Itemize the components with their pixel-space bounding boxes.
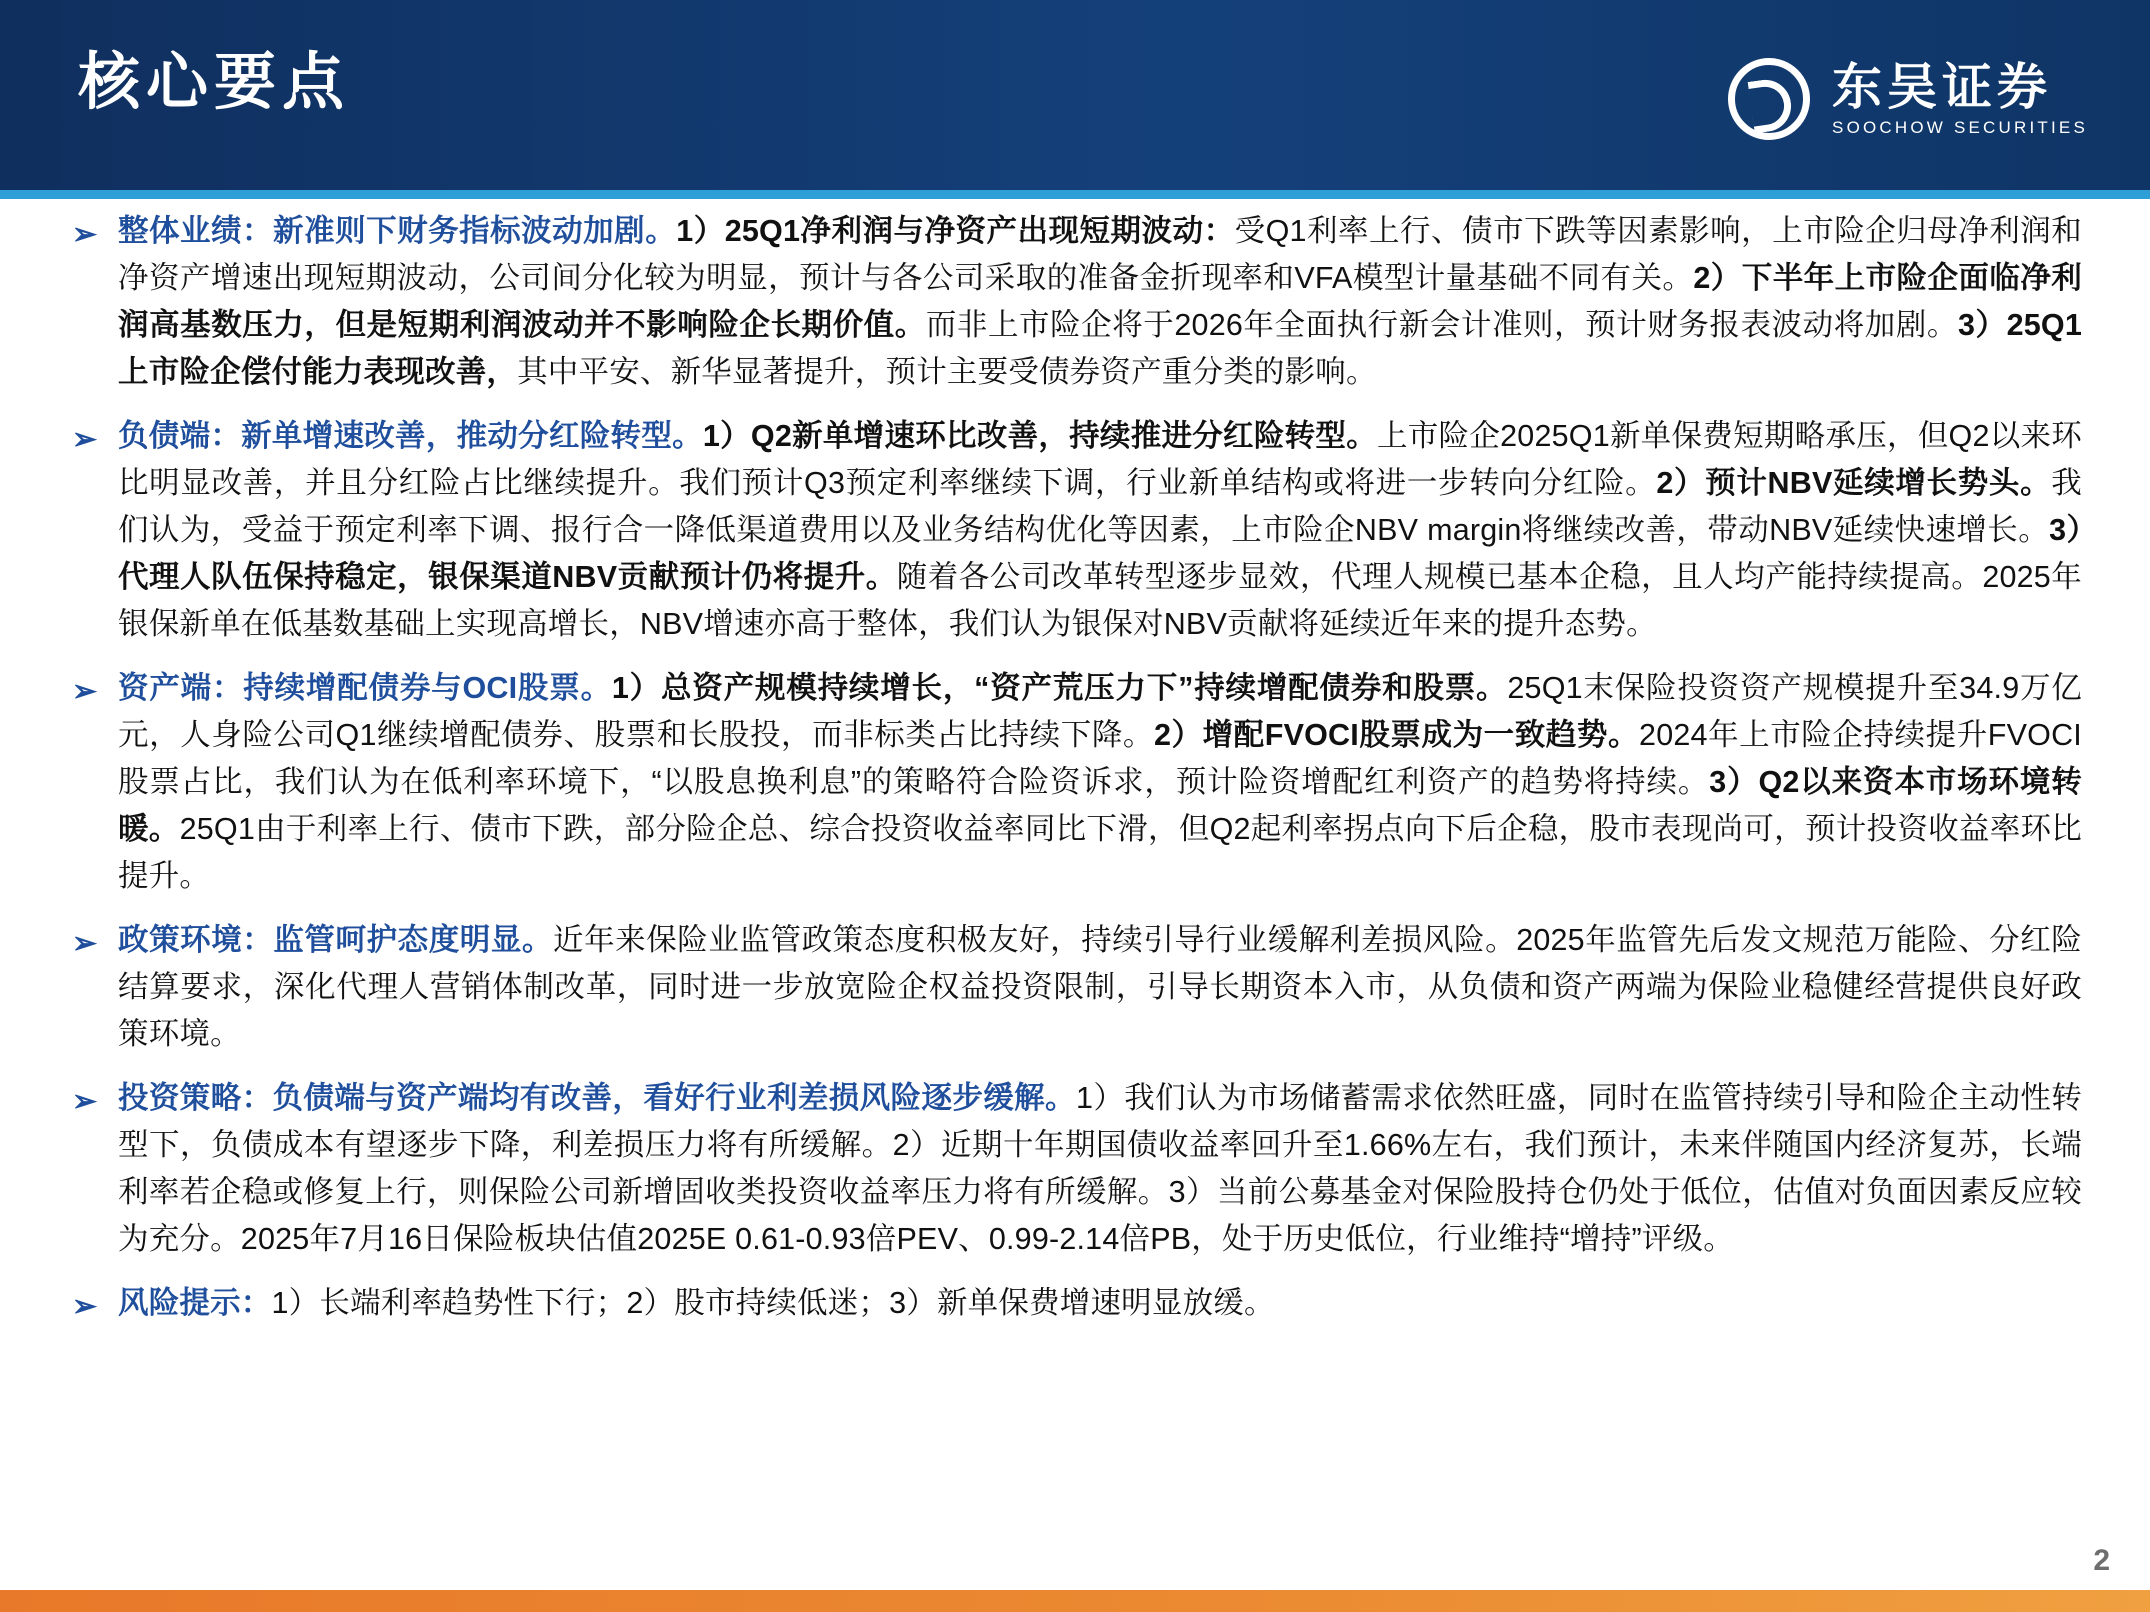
bullet-text xyxy=(118,665,2082,900)
bullet-text-segment: 投资策略：负债端与资产端均有改善，看好行业利差损风险逐步缓解。 xyxy=(118,1081,1076,1115)
bullet-text-segment: 3）代理人队伍保持稳定，银保渠道NBV贡献预计仍将提升。 xyxy=(118,513,2082,594)
bullet-text xyxy=(118,208,2082,396)
page-title: 核心要点 xyxy=(78,48,351,117)
bullet-text-segment: 1）总资产规模持续增长，“资产荒压力下”持续增配债券和股票。 xyxy=(611,671,1508,705)
bullet-text xyxy=(118,413,2082,648)
bullet-item xyxy=(0,1075,2150,1263)
bullet-item xyxy=(0,917,2150,1058)
bullet-item xyxy=(0,208,2150,396)
bullet-text xyxy=(118,1075,2082,1263)
footer-bar-gradient xyxy=(0,1590,2150,1612)
logo-name-en: SOOCHOW SECURITIES xyxy=(1832,118,2088,138)
bullet-item xyxy=(0,413,2150,648)
bullet-item xyxy=(0,1280,2150,1331)
bullet-text-segment: 1）25Q1净利润与净资产出现短期波动： xyxy=(676,214,1235,248)
bullet-text-segment: 随着各公司改革转型逐步显效，代理人规模已基本企稳，且人均产能持续提高。2025年银保新单在低基数基础上实现高增长，NBV增速亦高于整体，我们认为银保对NBV贡献将延续近年来的提升态势。 xyxy=(118,560,2082,641)
bullet-text-segment: 资产端：持续增配债券与OCI股票。 xyxy=(118,671,612,705)
bullet-text-segment: 政策环境：监管呵护态度明显。 xyxy=(118,923,553,957)
bullet-text xyxy=(118,917,2082,1058)
bullet-text-segment: 而非上市险企将于2026年全面执行新会计准则，预计财务报表波动将加剧。 xyxy=(925,308,1958,342)
logo-name-cn: 东吴证券 xyxy=(1832,58,2053,115)
bullet-arrow-icon: ➢ xyxy=(72,423,98,456)
company-logo xyxy=(1728,58,2088,140)
bullet-text-segment: 1）我们认为市场储蓄需求依然旺盛，同时在监管持续引导和险企主动性转型下，负债成本有望逐步下降，利差损压力将有所缓解。2）近期十年期国债收益率回升至1.66%左右，我们预计，未来伴随国内经济复苏，长端利率若企稳或修复上行，则保险公司新增固收类投资收益率压力将有所缓解。3）当前公募基金对保险股持仓仍处于低位，估值对负面因素反应较为充分。2025年7月16日保险板块估值2025E 0.61-0.93倍PEV、0.99-2.14倍PB，处于历史低位，行业维持“增持”评级。 xyxy=(118,1081,2082,1256)
bullet-text-segment: 受Q1利率上行、债市下跌等因素影响，上市险企归母净利润和净资产增速出现短期波动，公司间分化较为明显，预计与各公司采取的准备金折现率和VFA模型计量基础不同有关。 xyxy=(118,214,2082,295)
page-number: 2 xyxy=(2093,1544,2110,1577)
slide-header xyxy=(0,0,2150,190)
bullet-arrow-icon: ➢ xyxy=(72,1085,98,1118)
bullet-item xyxy=(0,665,2150,900)
bullet-text-segment: 1）Q2新单增速环比改善，持续推进分红险转型。 xyxy=(702,419,1377,453)
bullet-text-segment: 3）25Q1上市险企偿付能力表现改善， xyxy=(118,308,2082,389)
bullet-arrow-icon: ➢ xyxy=(72,927,98,960)
bullet-text-segment: 2）下半年上市险企面临净利润高基数压力，但是短期利润波动并不影响险企长期价值。 xyxy=(118,261,2083,342)
footer-bar xyxy=(0,1590,2150,1612)
bullet-text-segment: 1）长端利率趋势性下行；2）股市持续低迷；3）新单保费增速明显放缓。 xyxy=(271,1286,1275,1320)
bullet-text-segment: 负债端：新单增速改善，推动分红险转型。 xyxy=(118,419,703,453)
logo-text xyxy=(1832,58,2088,138)
bullet-text-segment: 上市险企2025Q1新单保费短期略承压，但Q2以来环比明显改善，并且分红险占比继续提升。我们预计Q3预定利率继续下调，行业新单结构或将进一步转向分红险。 xyxy=(118,419,2082,500)
bullet-text-segment: 2）预计NBV延续增长势头。 xyxy=(1656,466,2052,500)
bullet-arrow-icon: ➢ xyxy=(72,675,98,708)
bullet-text-segment: 2）增配FVOCI股票成为一致趋势。 xyxy=(1153,718,1640,752)
bullet-text-segment: 3）Q2以来资本市场环境转暖。 xyxy=(118,765,2082,846)
bullet-text-segment: 近年来保险业监管政策态度积极友好，持续引导行业缓解利差损风险。2025年监管先后发文规范万能险、分红险结算要求，深化代理人营销体制改革，同时进一步放宽险企权益投资限制，引导长期资本入市，从负债和资产两端为保险业稳健经营提供良好政策环境。 xyxy=(118,923,2082,1051)
header-accent-rule xyxy=(0,190,2150,199)
bullet-text-segment: 25Q1末保险投资资产规模提升至34.9万亿元，人身险公司Q1继续增配债券、股票和长股投，而非标类占比持续下降。 xyxy=(118,671,2083,752)
bullet-text-segment: 我们认为，受益于预定利率下调、报行合一降低渠道费用以及业务结构优化等因素，上市险企NBV margin将继续改善，带动NBV延续快速增长。 xyxy=(118,466,2082,547)
bullet-arrow-icon: ➢ xyxy=(72,218,98,251)
bullet-arrow-icon: ➢ xyxy=(72,1290,98,1323)
soochow-circle-logo-icon xyxy=(1728,58,1810,140)
bullet-text-segment: 25Q1由于利率上行、债市下跌，部分险企总、综合投资收益率同比下滑，但Q2起利率拐点向下后企稳，股市表现尚可，预计投资收益率环比提升。 xyxy=(118,812,2082,893)
bullet-text xyxy=(118,1280,2082,1327)
bullet-text-segment: 风险提示： xyxy=(118,1286,272,1320)
bullet-text-segment: 2024年上市险企持续提升FVOCI股票占比，我们认为在低利率环境下，“以股息换利息”的策略符合险资诉求，预计险资增配红利资产的趋势将持续。 xyxy=(118,718,2082,799)
bullet-text-segment: 其中平安、新华显著提升，预计主要受债券资产重分类的影响。 xyxy=(517,355,1377,389)
bullet-list xyxy=(0,208,2150,1572)
bullet-text-segment: 整体业绩：新准则下财务指标波动加剧。 xyxy=(118,214,677,248)
